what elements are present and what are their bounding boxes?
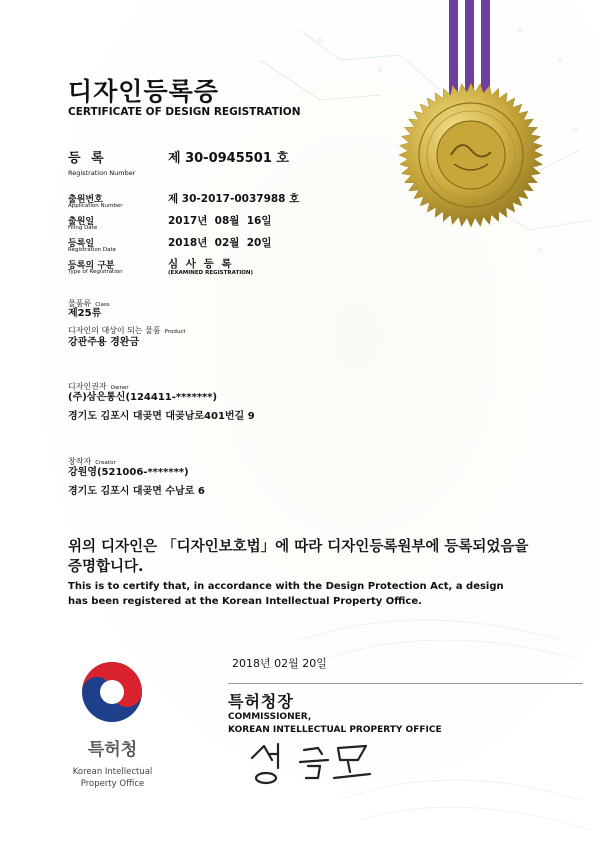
owner-address: 경기도 김포시 대곶면 대곶남로401번길 9 [68, 411, 255, 422]
commissioner-title-line: COMMISSIONER, [228, 712, 312, 722]
kipo-logo-icon [80, 660, 144, 724]
class-label: 물품류 [68, 299, 92, 308]
registration-label-english: Registration Number [68, 169, 136, 177]
product-label-english: Product [164, 329, 186, 335]
certification-statement-english [68, 579, 504, 609]
commissioner-title-line: KOREAN INTELLECTUAL PROPERTY OFFICE [228, 725, 442, 735]
owner-label: 디자인권자 [68, 382, 107, 391]
owner-label-english: Owner [110, 385, 129, 391]
statement-english-line: has been registered at the Korean Intellectual Property Office. [68, 596, 422, 607]
field-label: 출원번호 [68, 195, 103, 205]
certification-statement-korean [68, 537, 528, 577]
owner-name: (주)삼은통신(124411-*******) [68, 392, 218, 403]
commissioner-title-english [228, 711, 442, 737]
registration-date: 2018년 02월 20일 [168, 237, 272, 249]
field-label: 등록의 구분 [68, 261, 115, 271]
application-number: 제 30-2017-0037988 호 [168, 193, 300, 205]
issue-date: 2018년 02월 20일 [232, 657, 327, 670]
class-label-english: Class [95, 302, 110, 308]
registration-type-english: (EXAMINED REGISTRATION) [168, 270, 254, 276]
certificate-title-english: CERTIFICATE OF DESIGN REGISTRATION [68, 106, 301, 118]
class-value: 제25류 [68, 308, 102, 319]
field-label-english: Registration Date [68, 247, 117, 253]
certificate-title-korean: 디자인등록증 [68, 77, 219, 106]
creator-address: 경기도 김포시 대곶면 수남로 6 [68, 486, 205, 497]
registration-number: 제 30-0945501 호 [168, 151, 289, 166]
field-label: 등록일 [68, 239, 95, 249]
creator-label: 창작자 [68, 457, 92, 466]
product-label: 디자인의 대상이 되는 물품 [68, 326, 161, 335]
creator-label-english: Creator [95, 460, 116, 466]
statement-english-line: This is to certify that, in accordance with the Design Protection Act, a design [68, 581, 504, 592]
handwritten-signature [248, 738, 388, 788]
office-name-english-line: Korean Intellectual [72, 767, 153, 777]
office-name-korean: 특허청 [87, 740, 138, 760]
filing-date: 2017년 08월 16일 [168, 215, 272, 227]
statement-korean-line: 위의 디자인은 「디자인보호법」에 따라 디자인등록원부에 등록되었음을 [68, 539, 529, 555]
creator-name: 강원영(521006-*******) [68, 467, 189, 478]
gold-seal-icon [396, 80, 546, 230]
field-label-english: Filing Date [68, 225, 98, 231]
product-value: 강관주용 경완금 [68, 337, 140, 348]
statement-korean-line: 증명합니다. [68, 559, 144, 575]
field-label: 출원일 [68, 217, 95, 227]
field-label-english: Type of Registration [68, 269, 123, 275]
registration-label: 등 록 [68, 151, 107, 166]
office-name-english-line: Property Office [80, 779, 145, 789]
commissioner-title-korean: 특허청장 [228, 692, 294, 711]
field-label-english: Application Number [68, 203, 123, 209]
office-name-english [55, 766, 170, 790]
divider-line [228, 683, 583, 684]
registration-type: 심 사 등 록 [168, 258, 234, 270]
